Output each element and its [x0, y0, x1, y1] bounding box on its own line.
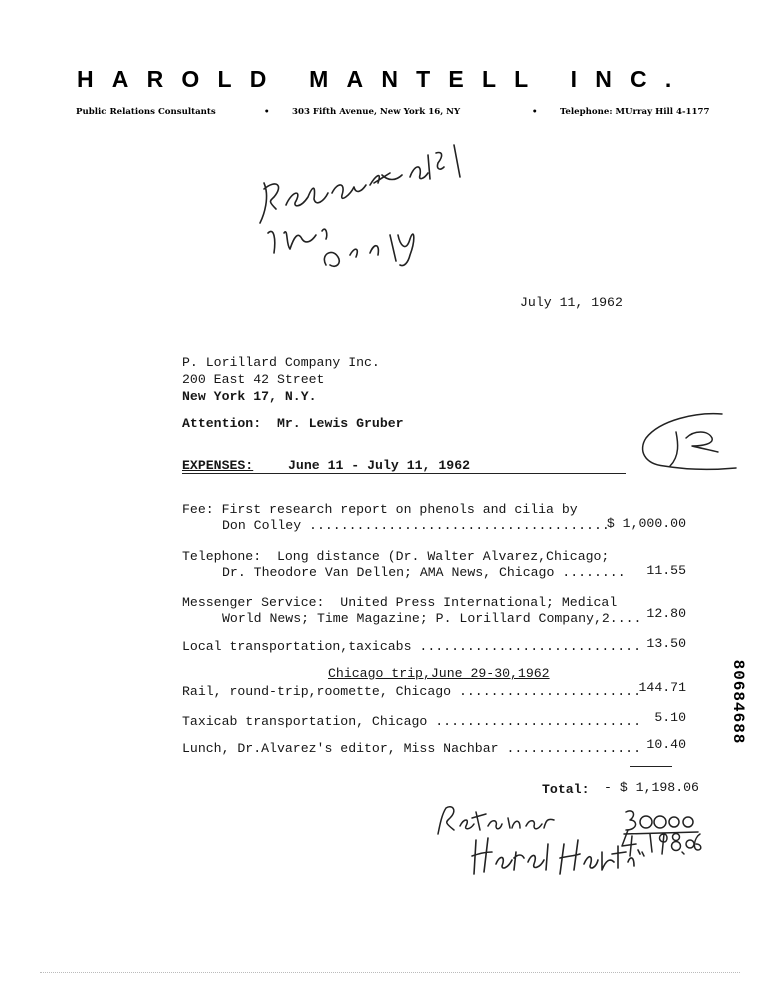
rail-amount: 144.71: [638, 680, 686, 695]
letterhead-address: 303 Fifth Avenue, New York 16, NY: [292, 107, 461, 117]
expenses-period: June 11 - July 11, 1962: [288, 458, 471, 473]
expenses-label: EXPENSES:: [182, 458, 254, 473]
letterhead-company: HAROLD MANTELL INC.: [77, 66, 690, 92]
chicago-trip-heading: Chicago trip,June 29-30,1962: [328, 666, 550, 681]
recipient-line-2: 200 East 42 Street: [182, 372, 325, 387]
document-number: 80684688: [729, 659, 747, 745]
letter-date: July 11, 1962: [520, 295, 623, 310]
messenger-line-2: World News; Time Magazine; P. Lorillard Company,2....: [222, 611, 642, 626]
messenger-amount: 12.80: [646, 606, 686, 621]
lunch-amount: 10.40: [646, 737, 686, 752]
taxicab-line: Taxicab transportation, Chicago ..........................: [182, 714, 641, 729]
fee-amount: $ 1,000.00: [606, 516, 686, 531]
handwritten-initials: [636, 408, 746, 488]
letterhead-separator: •: [264, 107, 270, 117]
lunch-line: Lunch, Dr.Alvarez's editor, Miss Nachbar .................: [182, 741, 641, 756]
telephone-line-2: Dr. Theodore Van Dellen; AMA News, Chicago ........: [222, 565, 626, 580]
total-value: - $ 1,198.06: [604, 780, 699, 795]
fee-line-2: Don Colley ......................................: [222, 518, 610, 533]
expenses-rule: [182, 473, 626, 474]
letterhead-separator: •: [532, 107, 538, 117]
letterhead-telephone: Telephone: MUrray Hill 4-1177: [560, 107, 710, 117]
recipient-line-3: New York 17, N.Y.: [182, 389, 317, 404]
letterhead-tagline: Public Relations Consultants: [76, 107, 216, 117]
rail-line: Rail, round-trip,roomette, Chicago .......................: [182, 684, 641, 699]
handwritten-annotation: [250, 135, 530, 285]
telephone-amount: 11.55: [646, 563, 686, 578]
taxicab-amount: 5.10: [654, 710, 686, 725]
recipient-line-1: P. Lorillard Company Inc.: [182, 355, 380, 370]
attention-line: Attention: Mr. Lewis Gruber: [182, 416, 404, 431]
scan-artifact: [40, 972, 740, 973]
messenger-line-1: Messenger Service: United Press International; Medical: [182, 595, 618, 610]
local-transport-line: Local transportation,taxicabs ............................: [182, 639, 641, 654]
total-label: Total:: [542, 782, 590, 797]
telephone-line-1: Telephone: Long distance (Dr. Walter Alvarez,Chicago;: [182, 549, 610, 564]
total-rule: [630, 766, 672, 767]
signature: [468, 830, 648, 880]
local-transport-amount: 13.50: [646, 636, 686, 651]
fee-line-1: Fee: First research report on phenols and cilia by: [182, 502, 578, 517]
